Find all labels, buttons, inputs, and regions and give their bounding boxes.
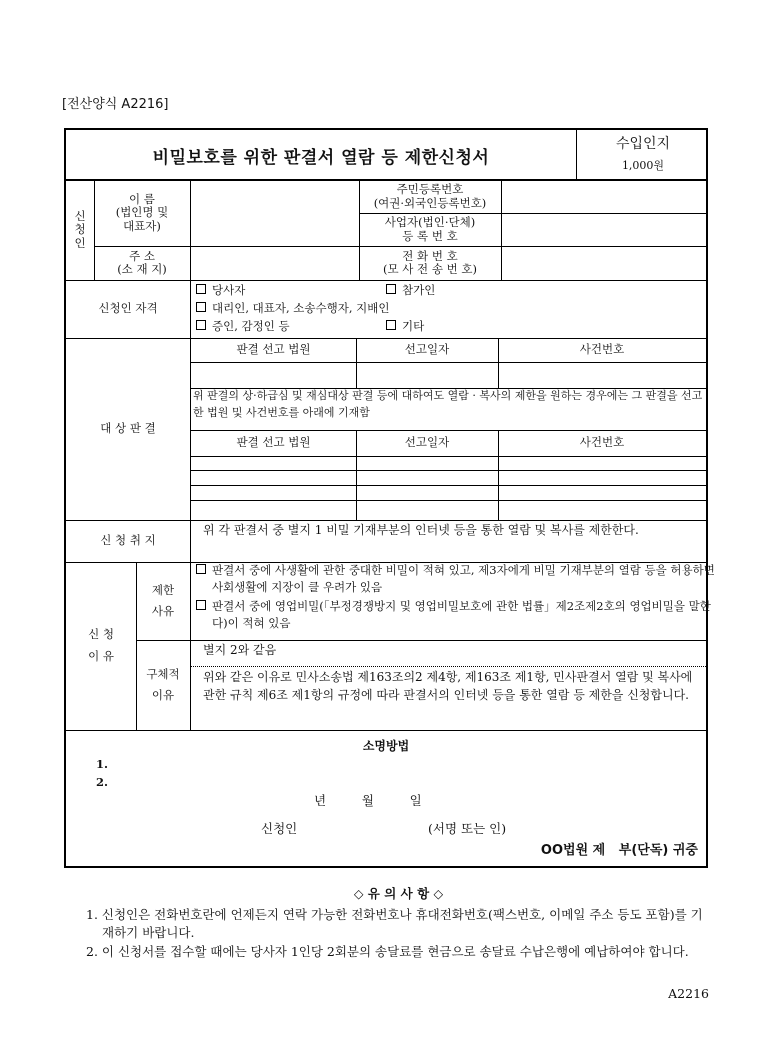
checkbox-icon[interactable]	[196, 302, 206, 312]
signer-label: 신청인	[261, 821, 298, 836]
restriction-reason-label: 제한 사유	[151, 583, 175, 618]
reason-privacy[interactable]: 판결서 중에 사생활에 관한 중대한 비밀이 적혀 있고, 제3자에게 비밀 기재부분의 열람 등을 허용하면 사회생활에 지장이 클 우려가 있음	[196, 562, 718, 597]
date-header-2: 선고일자	[404, 435, 450, 450]
purpose-text: 위 각 판결서 중 별지 1 비밀 기재부분의 인터넷 등을 통한 열람 및 복사를 제한한다.	[203, 523, 639, 537]
applicant-label: 신 청 인	[74, 209, 86, 250]
name-field[interactable]	[191, 180, 359, 246]
option-agent[interactable]: 대리인, 대표자, 소송수행자, 지배인	[196, 300, 389, 316]
related-row-2[interactable]	[191, 470, 706, 485]
option-participant[interactable]: 참가인	[386, 282, 435, 298]
date-line[interactable]: 년 월 일	[314, 793, 422, 808]
phone-label: 전 화 번 호 (모 사 전 송 번 호)	[383, 248, 477, 276]
case-number-header-2: 사건번호	[579, 435, 625, 450]
business-number-label: 사업자(법인·단체) 등 록 번 호	[384, 215, 476, 243]
case-number-header: 사건번호	[579, 342, 625, 357]
proof-title: 소명방법	[362, 739, 410, 753]
checkbox-icon[interactable]	[196, 564, 206, 574]
related-row-1[interactable]	[191, 456, 706, 470]
checkbox-icon[interactable]	[386, 284, 396, 294]
business-number-field[interactable]	[502, 213, 706, 246]
related-row-4[interactable]	[191, 500, 706, 520]
note-2: 2. 이 신청서를 접수할 때에는 당사자 1인당 2회분의 송달료를 현금으로 송달료 수납은행에 예납하여야 합니다.	[86, 944, 689, 959]
resident-number-label: 주민등록번호 (여권·외국인등록번호)	[373, 182, 487, 210]
reason-trade-secret[interactable]: 판결서 중에 영업비밀(「부정경쟁방지 및 영업비밀보호에 관한 법률」제2조제2호의 영업비밀을 말한다)이 적혀 있음	[196, 598, 718, 633]
related-row-3[interactable]	[191, 485, 706, 500]
specific-reason-text: 별지 2와 같음	[203, 643, 277, 657]
application-form	[64, 128, 715, 868]
signature-hint[interactable]: (서명 또는 인)	[428, 821, 507, 836]
specific-reason-label: 구체적 이유	[146, 667, 180, 702]
notes-section	[86, 884, 711, 963]
qualification-label: 신청인 자격	[98, 301, 158, 316]
case-number-field[interactable]	[499, 362, 706, 388]
proof-item-2[interactable]: 2.	[96, 775, 109, 789]
court-addressee: OO법원 제 부(단독) 귀중	[540, 843, 698, 858]
reason-label: 신 청 이 유	[88, 627, 114, 663]
option-party[interactable]: 당사자	[196, 282, 245, 298]
address-field[interactable]	[191, 246, 359, 280]
checkbox-icon[interactable]	[196, 320, 206, 330]
phone-field[interactable]	[502, 246, 706, 280]
checkbox-icon[interactable]	[196, 284, 206, 294]
stamp-label: 수입인지	[615, 136, 671, 152]
statement-text: 위와 같은 이유로 민사소송법 제163조의2 제4항, 제163조 제1항, 민사판결서 열람 및 복사에 관한 규칙 제6조 제1항의 규정에 따라 판결서의 인터넷 등을 통한 열람 등 제한을 신청합니다.	[203, 670, 693, 702]
address-label: 주 소 (소 재 지)	[117, 248, 167, 276]
revenue-stamp-box	[578, 130, 708, 180]
purpose-label: 신 청 취 지	[100, 533, 156, 548]
option-other[interactable]: 기타	[386, 318, 424, 334]
checkbox-icon[interactable]	[386, 320, 396, 330]
resident-number-field[interactable]	[502, 180, 706, 213]
checkbox-icon[interactable]	[196, 600, 206, 610]
option-witness[interactable]: 증인, 감정인 등	[196, 318, 290, 334]
court-header: 판결 선고 법원	[236, 342, 311, 357]
stamp-amount: 1,000원	[621, 159, 665, 172]
notes-title: ◇ 유 의 사 항 ◇	[353, 886, 444, 901]
form-title: 비밀보호를 위한 판결서 열람 등 제한신청서	[152, 147, 490, 168]
form-code: [전산양식 A2216]	[62, 97, 169, 112]
target-judgment-label: 대 상 판 결	[100, 421, 156, 436]
footer-code: A2216	[668, 986, 709, 1001]
note-1: 1. 신청인은 전화번호란에 언제든지 연락 가능한 전화번호나 휴대전화번호(팩스번호, 이메일 주소 등도 포함)를 기재하기 바랍니다.	[86, 907, 703, 940]
date-field[interactable]	[357, 362, 498, 388]
court-field[interactable]	[191, 362, 356, 388]
court-header-2: 판결 선고 법원	[236, 435, 311, 450]
name-label: 이 름 (법인명 및 대표자)	[115, 192, 169, 233]
related-judgment-note: 위 판결의 상·하급심 및 재심대상 판결 등에 대하여도 열람 · 복사의 제한을 원하는 경우에는 그 판결을 선고한 법원 및 사건번호를 아래에 기재함	[193, 389, 703, 419]
proof-item-1[interactable]: 1.	[96, 757, 109, 771]
date-header: 선고일자	[404, 342, 450, 357]
